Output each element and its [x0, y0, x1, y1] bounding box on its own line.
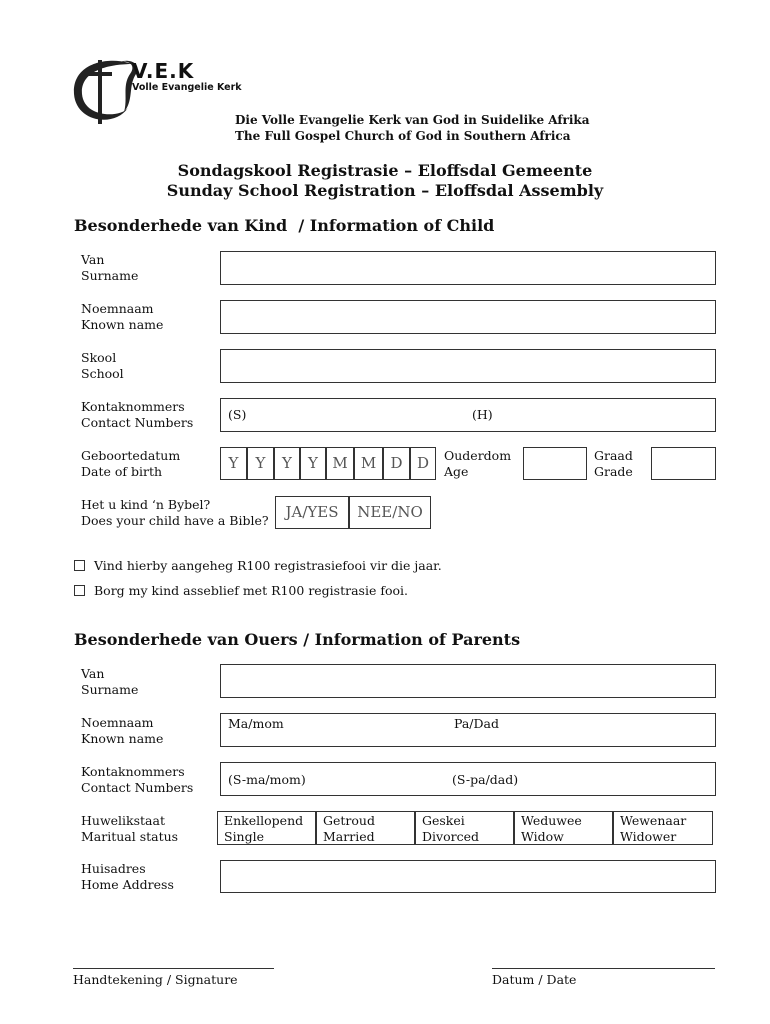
child-contact-input[interactable]: [220, 398, 716, 432]
signature-label: Handtekening / Signature: [73, 972, 238, 987]
label-af: Ouderdom: [444, 448, 512, 463]
mom-contact-label: (S-ma/mom): [228, 772, 306, 787]
form-title-en: Sunday School Registration – Eloffsdal Assembly: [166, 181, 604, 200]
home-address-input[interactable]: [220, 860, 716, 893]
parent-surname-label: [81, 666, 138, 698]
child-known-name-label: [81, 301, 163, 333]
label-af: Huwelikstaat: [81, 813, 165, 828]
grade-input[interactable]: [651, 447, 716, 480]
marital-option-widow[interactable]: [514, 811, 613, 845]
home-address-label: [81, 861, 174, 893]
option-af: Weduwee: [521, 813, 582, 828]
dob-cell[interactable]: D: [383, 447, 410, 480]
date-label: Datum / Date: [492, 972, 577, 987]
child-section-heading: Besonderhede van Kind / Information of Child: [74, 216, 495, 235]
label-af: Geboortedatum: [81, 448, 181, 463]
label-af: Van: [81, 252, 105, 267]
label-af: Kontaknommers: [81, 399, 185, 414]
logo-main-text: V.E.K: [132, 59, 195, 83]
contact-s-label: (S): [228, 407, 247, 422]
label-af: Van: [81, 666, 105, 681]
child-surname-label: [81, 252, 138, 284]
label-en: Surname: [81, 682, 139, 697]
parent-surname-input[interactable]: [220, 664, 716, 698]
parent-contact-input[interactable]: [220, 762, 716, 796]
fee-sponsor-checkbox[interactable]: [74, 585, 85, 596]
label-af: Kontaknommers: [81, 764, 185, 779]
marital-status-label: [81, 813, 178, 845]
dob-cell[interactable]: D: [410, 447, 436, 480]
option-af: Enkellopend: [224, 813, 304, 828]
label-en: School: [81, 366, 124, 381]
form-title-af: Sondagskool Registrasie – Eloffsdal Gemeente: [177, 161, 593, 180]
option-af: Geskei: [422, 813, 465, 828]
org-name-en: The Full Gospel Church of God in Southern Africa: [235, 129, 571, 143]
dob-cell[interactable]: Y: [274, 447, 300, 480]
label-en: Maritual status: [81, 829, 179, 844]
marital-option-divorced[interactable]: [415, 811, 514, 845]
label-af: Noemnaam: [81, 301, 154, 316]
label-en: Grade: [594, 464, 633, 479]
label-en: Age: [444, 464, 469, 479]
fee-attached-label: Vind hierby aangeheg R100 registrasiefooi vir die jaar.: [94, 558, 442, 573]
label-af: Skool: [81, 350, 117, 365]
age-input[interactable]: [523, 447, 587, 480]
dob-cell[interactable]: Y: [247, 447, 274, 480]
parent-known-name-input[interactable]: [220, 713, 716, 747]
fee-sponsor-label: Borg my kind asseblief met R100 registrasie fooi.: [94, 583, 408, 598]
label-en: Does your child have a Bible?: [81, 513, 269, 528]
label-en: Contact Numbers: [81, 415, 194, 430]
option-en: Widower: [620, 829, 677, 844]
label-en: Home Address: [81, 877, 174, 892]
dad-contact-label: (S-pa/dad): [452, 772, 519, 787]
label-af: Het u kind ‘n Bybel?: [81, 497, 211, 512]
mom-label: Ma/mom: [228, 716, 284, 731]
label-af: Huisadres: [81, 861, 146, 876]
parents-section-heading: Besonderhede van Ouers / Information of Parents: [74, 630, 521, 649]
marital-option-single[interactable]: [217, 811, 316, 845]
child-known-name-input[interactable]: [220, 300, 716, 334]
label-en: Known name: [81, 731, 164, 746]
dob-cell[interactable]: Y: [300, 447, 326, 480]
label-af: Graad: [594, 448, 633, 463]
label-en: Known name: [81, 317, 164, 332]
org-name-af: Die Volle Evangelie Kerk van God in Suidelike Afrika: [235, 113, 590, 127]
marital-option-widower[interactable]: [613, 811, 713, 845]
label-en: Surname: [81, 268, 139, 283]
child-surname-input[interactable]: [220, 251, 716, 285]
option-en: Single: [224, 829, 265, 844]
option-af: Getroud: [323, 813, 375, 828]
dob-label: [81, 448, 180, 480]
marital-option-married[interactable]: [316, 811, 415, 845]
child-contact-label: [81, 399, 193, 431]
logo-sub-text: Volle Evangelie Kerk: [132, 82, 242, 93]
fee-attached-checkbox[interactable]: [74, 560, 85, 571]
contact-h-label: (H): [472, 407, 493, 422]
parent-known-name-label: [81, 715, 163, 747]
option-af: Wewenaar: [620, 813, 687, 828]
child-school-label: [81, 350, 124, 382]
dad-label: Pa/Dad: [454, 716, 499, 731]
bible-label: [81, 497, 269, 529]
label-en: Date of birth: [81, 464, 163, 479]
dob-cell[interactable]: M: [326, 447, 354, 480]
dob-cell[interactable]: M: [354, 447, 383, 480]
date-line[interactable]: [492, 968, 715, 969]
label-af: Noemnaam: [81, 715, 154, 730]
dob-cell[interactable]: Y: [220, 447, 247, 480]
option-en: Widow: [521, 829, 564, 844]
grade-label: [594, 448, 633, 480]
label-en: Contact Numbers: [81, 780, 194, 795]
option-en: Married: [323, 829, 375, 844]
signature-line[interactable]: [73, 968, 274, 969]
parent-contact-label: [81, 764, 193, 796]
age-label: [444, 448, 511, 480]
bible-no-option[interactable]: NEE/NO: [349, 496, 431, 529]
child-school-input[interactable]: [220, 349, 716, 383]
bible-yes-option[interactable]: JA/YES: [275, 496, 349, 529]
option-en: Divorced: [422, 829, 479, 844]
